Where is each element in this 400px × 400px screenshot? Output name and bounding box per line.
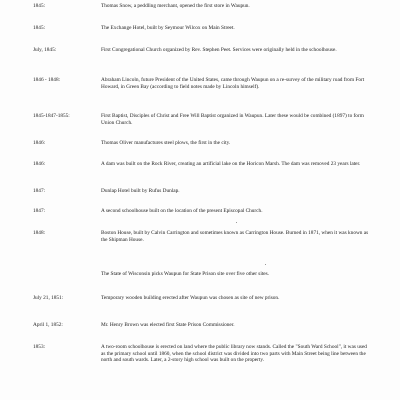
entry-date: 1847:: [33, 188, 46, 194]
entry-date: 1847:: [33, 208, 46, 214]
entry-text: The State of Wisconsin picks Waupun for State Prison site over five other sites.: [101, 271, 270, 277]
entry-date: 1846:: [33, 161, 46, 167]
entry-date: 1846:: [33, 140, 46, 146]
entry-date: July, 1845:: [33, 47, 57, 53]
entry-text: Abraham Lincoln, future President of the United States, came through Waupun on a re-survey of the military road from Fort Howard, in Green Bay (according to field notes made by Lincoln himself).: [101, 77, 365, 90]
entry-date: July 21, 1851:: [33, 295, 64, 301]
scan-speck: [265, 264, 266, 265]
entry-text: Thomas Snow, a peddling merchant, opened the first store in Waupun.: [101, 3, 250, 9]
entry-date: 1848:: [33, 230, 46, 236]
scan-speck: [236, 222, 237, 223]
entry-text: A dam was built on the Rock River, creating an artificial lake on the Horicon Marsh. The dam was removed 23 years later.: [101, 161, 361, 167]
entry-text: A two-room schoolhouse is erected on land where the public library now stands. Called the "South Ward School", it was used as the primary school until 1860, when the school district was divided into two parts with Main Street being line between the north and south wards. Later, a 2-story high school was built on the property.: [101, 344, 367, 364]
entry-date: 1846 - 1848:: [33, 77, 61, 83]
entry-date: April 1, 1852:: [33, 322, 63, 328]
entry-date: 1845:: [33, 3, 46, 9]
entry-text: First Baptist, Disciples of Christ and Free Will Baptist organized in Waupun. Later these would be combined (1897) to form Union Church.: [101, 113, 364, 126]
entry-date: 1845-1847-1855:: [33, 113, 70, 119]
entry-text: First Congregational Church organized by Rev. Stephen Peet. Services were originally held in the schoolhouse.: [101, 47, 337, 53]
entry-date: 1853:: [33, 344, 46, 350]
entry-date: 1845:: [33, 25, 46, 31]
entry-text: The Exchange Hotel, built by Seymour Wilcox on Main Street.: [101, 25, 235, 31]
entry-text: Mr. Henry Brown was elected first State Prison Commissioner.: [101, 322, 235, 328]
entry-text: Dunlap Hotel built by Rufus Dunlap.: [101, 188, 180, 194]
entry-text: Thomas Oliver manufactures steel plows, the first in the city.: [101, 140, 231, 146]
entry-text: A second schoolhouse built on the location of the present Episcopal Church.: [101, 208, 263, 214]
entry-text: Boston House, built by Calvin Carrington and sometimes known as Carrington House. Burned in 1871, when it was known as the Shipman House.: [101, 230, 369, 243]
entry-text: Temporary wooden building erected after Waupun was chosen as site of new prison.: [101, 295, 280, 301]
